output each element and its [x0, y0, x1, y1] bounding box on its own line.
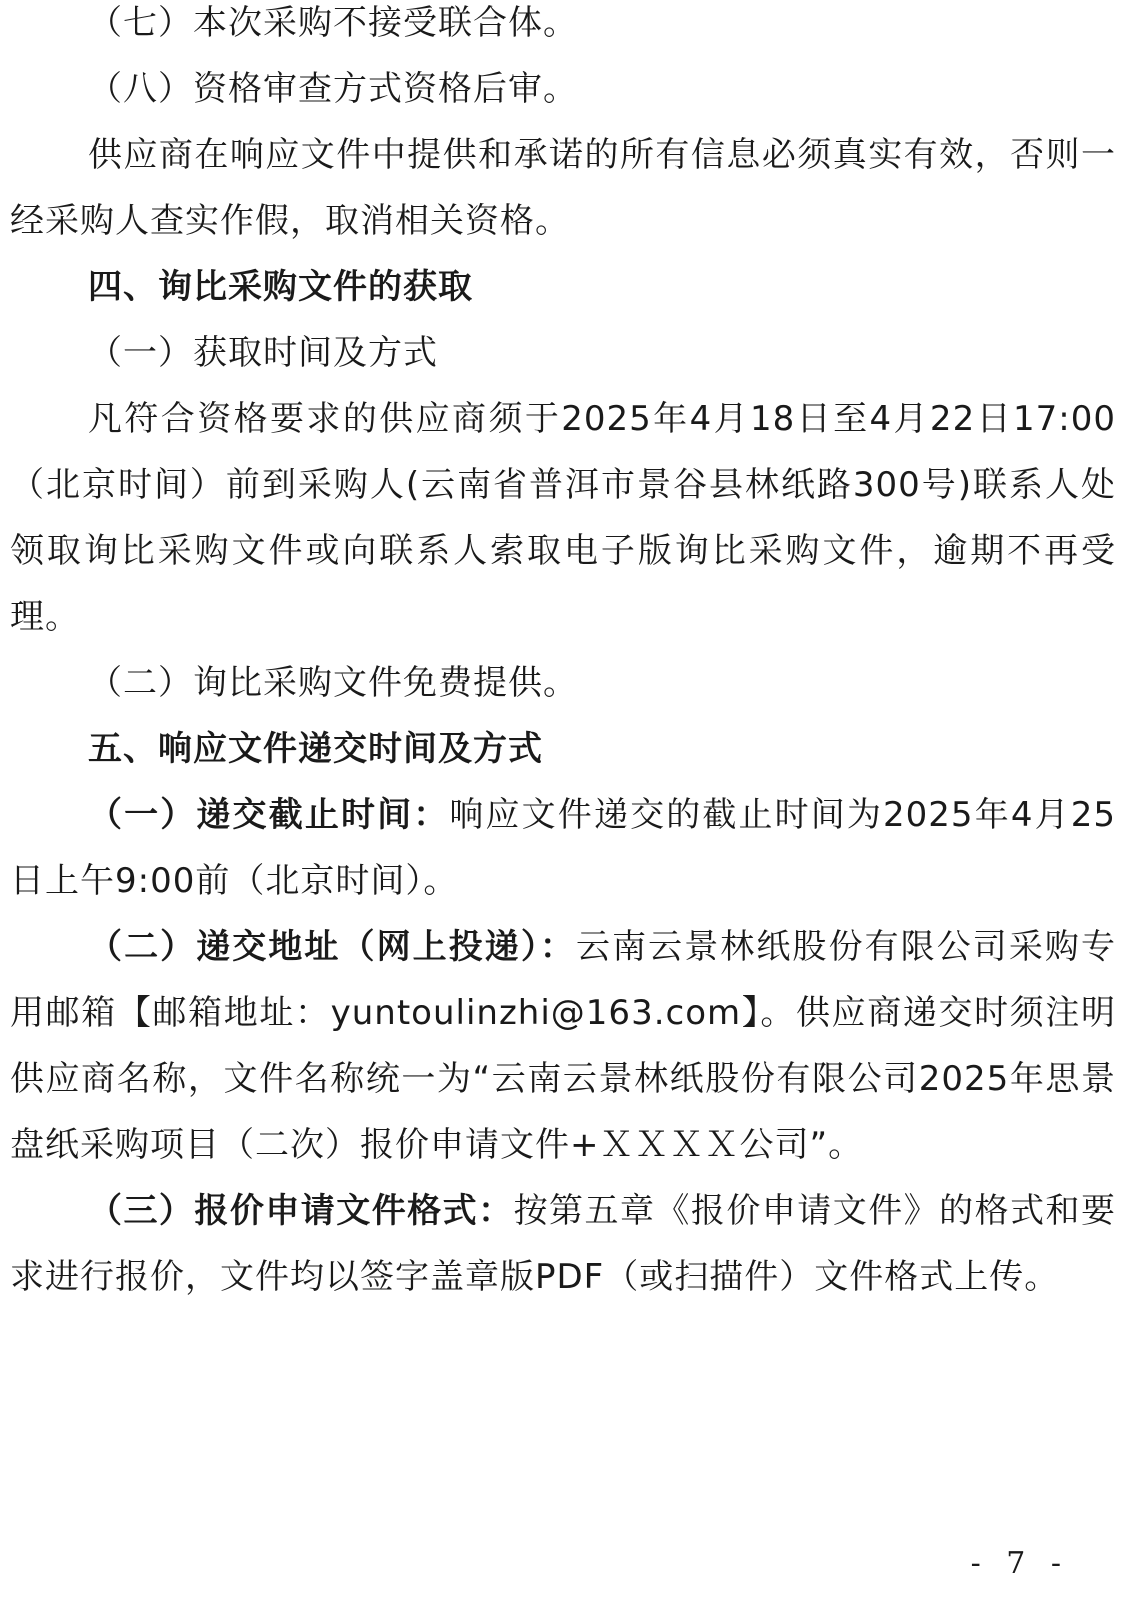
paragraph-submission-address	[10, 914, 1116, 1178]
file-format-label: （三）报价申请文件格式：	[88, 1191, 514, 1231]
section-heading-4: 四、询比采购文件的获取	[88, 267, 473, 307]
submission-address-label: （二）递交地址（网上投递）：	[88, 927, 576, 967]
submission-address-end: 公司”。	[739, 1125, 864, 1165]
submission-address-text: 云南云景林纸股份有限公司采购专用邮箱【邮箱地址：yuntoulinzhi@163.com】。供应商递交时须注明供应商名称，文件名称统一为“云南云景林纸股份有限公司2025年思景盘纸采购项目（二次）报价申请文件+	[10, 927, 1116, 1165]
paragraph-qualification-review: （八）资格审查方式资格后审。	[88, 69, 578, 109]
paragraph-truthfulness: 供应商在响应文件中提供和承诺的所有信息必须真实有效，否则一经采购人查实作假，取消相关资格。	[10, 135, 1116, 241]
deadline-label: （一）递交截止时间：	[88, 795, 450, 835]
paragraph-free-documents: （二）询比采购文件免费提供。	[88, 663, 578, 703]
document-body	[10, 0, 1116, 1310]
subheading-acquisition-method: （一）获取时间及方式	[88, 333, 438, 373]
company-placeholder: ＸＸＸＸ	[599, 1125, 740, 1165]
paragraph-file-format	[10, 1178, 1116, 1310]
paragraph-deadline	[10, 782, 1116, 914]
paragraph-consortium: （七）本次采购不接受联合体。	[88, 3, 578, 43]
file-format-text: 按第五章《报价申请文件》的格式和要求进行报价，文件均以签字盖章版PDF（或扫描件）文件格式上传。	[10, 1191, 1117, 1297]
section-heading-5: 五、响应文件递交时间及方式	[88, 729, 543, 769]
page-number: - 7 -	[970, 1546, 1069, 1581]
paragraph-acquisition-details: 凡符合资格要求的供应商须于2025年4月18日至4月22日17:00（北京时间）前到采购人(云南省普洱市景谷县林纸路300号)联系人处领取询比采购文件或向联系人索取电子版询比采购文件，逾期不再受理。	[10, 399, 1116, 637]
deadline-text: 响应文件递交的截止时间为2025年4月25日上午9:00前（北京时间）。	[10, 795, 1117, 901]
